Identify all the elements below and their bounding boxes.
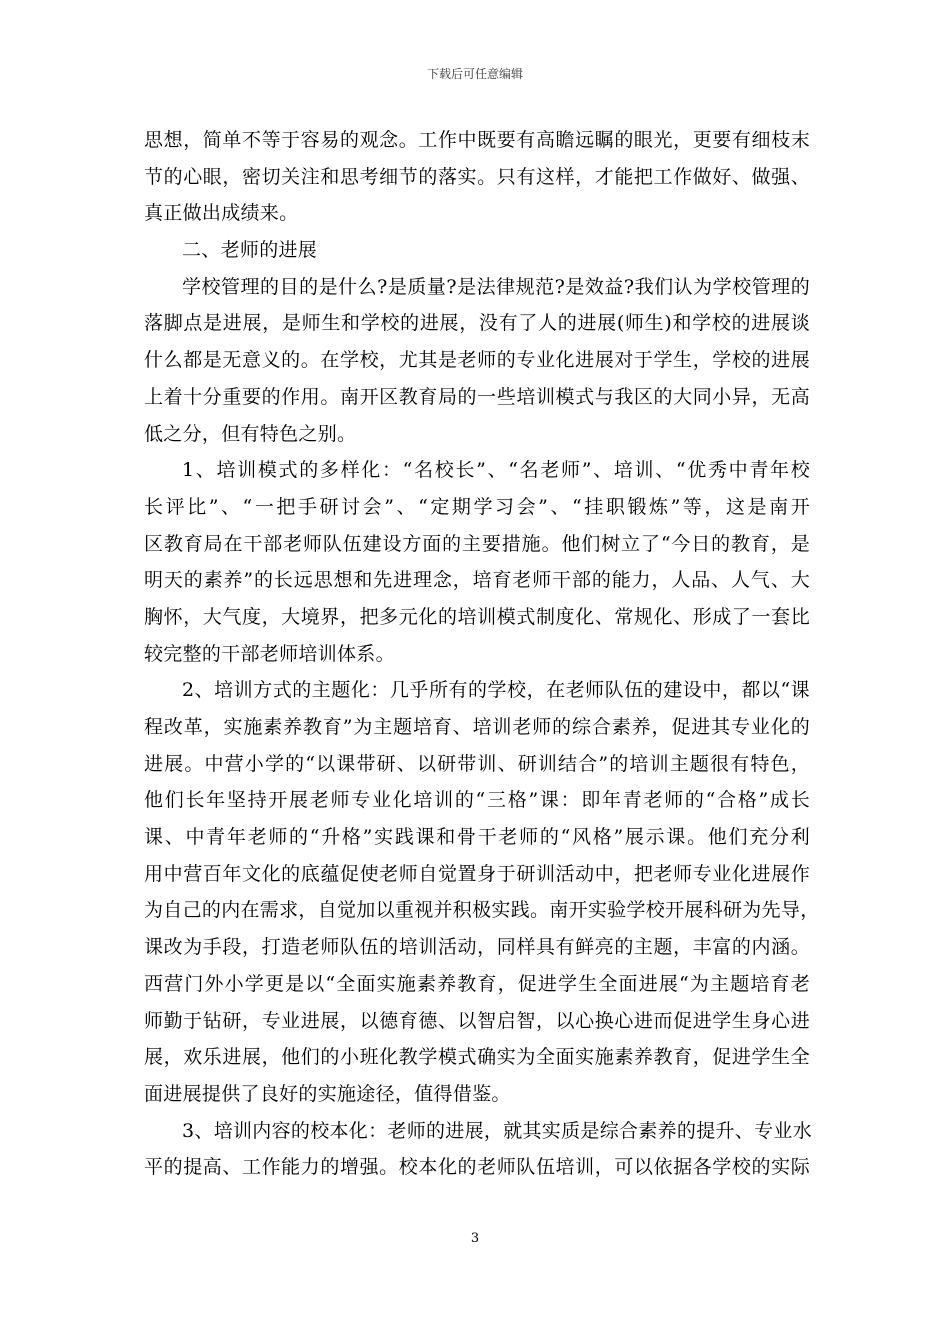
paragraph-line: 二、老师的进展 [182, 239, 318, 262]
paragraph-line: 平的提高、工作能力的增强。校本化的老师队伍培训，可以依据各学校的实际 [144, 1156, 810, 1179]
paragraph-line: 为自己的内在需求，自觉加以重视并积极实践。南开实验学校开展科研为先导， [144, 899, 820, 922]
paragraph-line: 师勤于钻研，专业进展，以德育德、以智启智，以心换心进而促进学生身心进 [144, 1009, 810, 1032]
paragraph-line: 节的心眼，密切关注和思考细节的落实。只有这样，才能把工作做好、做强、 [144, 165, 810, 188]
paragraph-line: 2、培训方式的主题化：几乎所有的学校，在老师队伍的建设中，都以“课 [182, 679, 810, 702]
page-header: 下载后可任意编辑 [426, 67, 523, 81]
paragraph-line: 长评比”、“一把手研讨会”、“定期学习会”、“挂职锻炼”等，这是南开 [144, 495, 810, 518]
paragraph-line: 程改革，实施素养教育”为主题培育、培训老师的综合素养，促进其专业化的 [144, 716, 810, 738]
page-number: 3 [470, 1231, 480, 1246]
paragraph-line: 西营门外小学更是以“全面实施素养教育，促进学生全面进展“为主题培育老 [144, 972, 810, 995]
paragraph-line: 胸怀，大气度，大境界，把多元化的培训模式制度化、常规化、形成了一套比 [144, 605, 810, 628]
paragraph-line: 较完整的干部老师培训体系。 [144, 642, 395, 665]
paragraph-line: 1、培训模式的多样化：“名校长”、“名老师”、培训、“优秀中青年校 [182, 459, 810, 482]
paragraph-line: 什么都是无意义的。在学校，尤其是老师的专业化进展对于学生，学校的进展 [144, 349, 810, 372]
paragraph-line: 区教育局在干部老师队伍建设方面的主要措施。他们树立了“今日的教育，是 [144, 532, 810, 555]
paragraph-line: 他们长年坚持开展老师专业化培训的“三格”课：即年青老师的“合格”成长 [144, 789, 810, 812]
paragraph-line: 进展。中营小学的“以课带研、以研带训、研训结合”的培训主题很有特色， [144, 752, 810, 775]
paragraph-line: 课改为手段，打造老师队伍的培训活动，同样具有鲜亮的主题，丰富的内涵。 [144, 936, 810, 959]
paragraph-line: 展，欢乐进展，他们的小班化教学模式确实为全面实施素养教育，促进学生全 [144, 1046, 810, 1069]
paragraph-line: 面进展提供了良好的实施途径，值得借鉴。 [144, 1082, 511, 1105]
paragraph-line: 用中营百年文化的底蕴促使老师自觉置身于研训活动中，把老师专业化进展作 [144, 862, 810, 885]
paragraph-line: 3、培训内容的校本化：老师的进展，就其实质是综合素养的提升、专业水 [182, 1119, 812, 1142]
paragraph-line: 落脚点是进展，是师生和学校的进展，没有了人的进展(师生)和学校的进展谈 [144, 312, 810, 335]
paragraph-line: 低之分，但有特色之别。 [144, 422, 357, 445]
paragraph-line: 明天的素养”的长远思想和先进理念，培育老师干部的能力，人品、人气、大 [144, 569, 810, 592]
paragraph-line: 真正做出成绩来。 [144, 202, 299, 225]
paragraph-line: 上着十分重要的作用。南开区教育局的一些培训模式与我区的大同小异，无高 [144, 385, 810, 408]
paragraph-line: 课、中青年老师的“升格”实践课和骨干老师的“风格”展示课。他们充分利 [144, 826, 810, 849]
paragraph-line: 学校管理的目的是什么?是质量?是法律规范?是效益?我们认为学校管理的 [182, 275, 810, 298]
paragraph-line: 思想，简单不等于容易的观念。工作中既要有高瞻远瞩的眼光，更要有细枝末 [144, 129, 810, 151]
document-body [144, 122, 820, 1186]
